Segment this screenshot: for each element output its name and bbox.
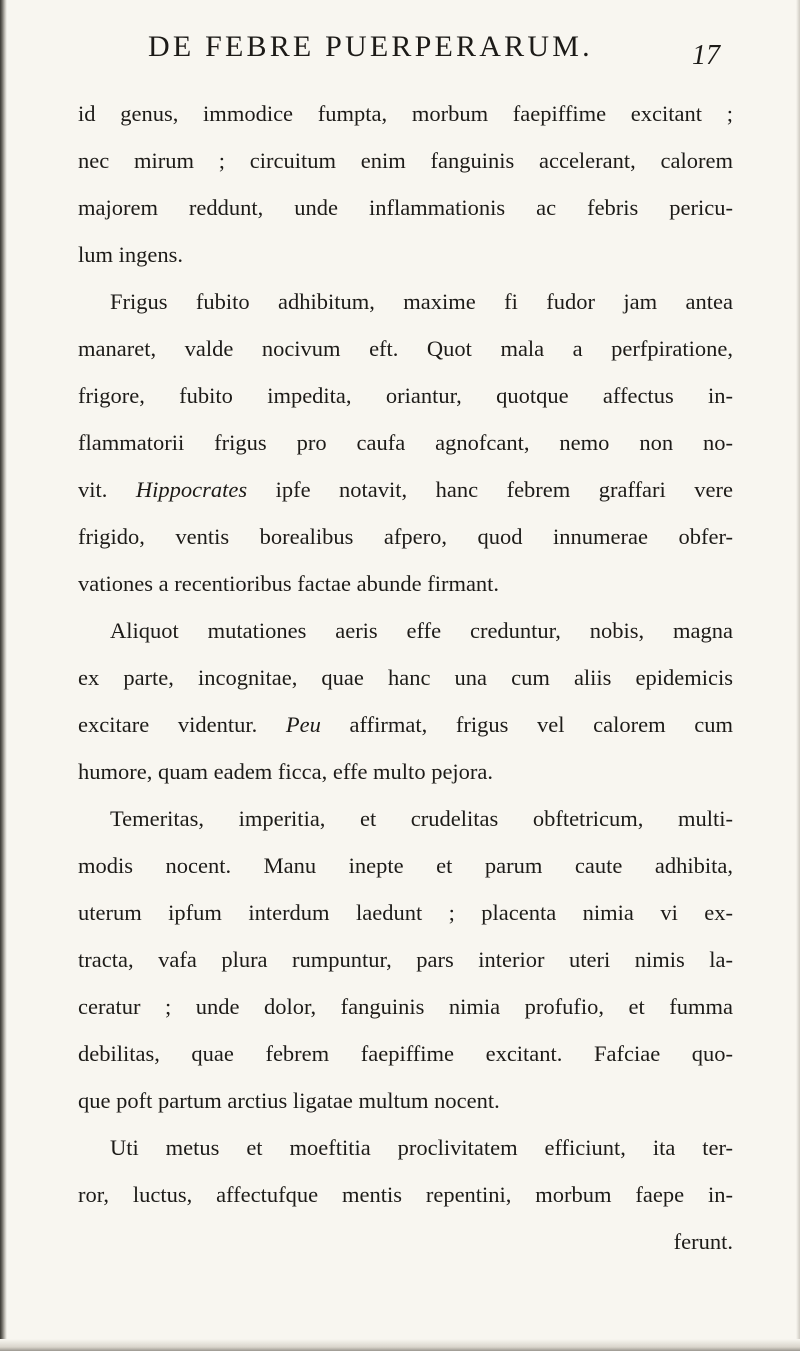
paragraph-start-line: Aliquot mutationes aeris effe creduntur, nobis, magna [110,618,733,643]
text-line: id genus, immodice fumpta, morbum faepiffime excitant ; [78,101,733,126]
text-line: ex parte, incognitae, quae hanc una cum aliis epidemicis [78,665,733,690]
text-line: lum ingens. [78,242,183,267]
body-text [78,90,733,1265]
text-line: humore, quam eadem ficca, effe multo pejora. [78,759,494,784]
text-line: flammatorii frigus pro caufa agnofcant, nemo non no- [78,430,733,455]
text-line: manaret, valde nocivum eft. Quot mala a perfpiratione, [78,336,733,361]
page-edge [796,0,800,1351]
text-line: uterum ipfum interdum laedunt ; placenta nimia vi ex- [78,900,733,925]
text-line: excitare videntur. Peu affirmat, frigus vel calorem cum [78,712,733,737]
text-line: tracta, vafa plura rumpuntur, pars interior uteri nimis la- [78,947,733,972]
text-line: modis nocent. Manu inepte et parum caute adhibita, [78,853,733,878]
author-name-italic: Peu [285,712,321,737]
paragraph-start-line: Temeritas, imperitia, et crudelitas obftetricum, multi- [110,806,733,831]
text-line: ror, luctus, affectufque mentis repentini, morbum faepe in- [78,1182,733,1207]
text-line: debilitas, quae febrem faepiffime excitant. Fafciae quo- [78,1041,733,1066]
paragraph-start-line: Frigus fubito adhibitum, maxime fi fudor jam antea [110,289,733,314]
catchword: ferunt. [673,1229,733,1254]
text-line: nec mirum ; circuitum enim fanguinis accelerant, calorem [78,148,733,173]
page-number: 17 [692,40,720,71]
text-line: vationes a recentioribus factae abunde firmant. [78,571,500,596]
text-line: que poft partum arctius ligatae multum nocent. [78,1088,500,1113]
text-line: ceratur ; unde dolor, fanguinis nimia profufio, et fumma [78,994,733,1019]
binding-edge [0,0,7,1351]
paragraph-start-line: Uti metus et moeftitia proclivitatem efficiunt, ita ter- [110,1135,733,1160]
page-bottom-edge [0,1339,800,1351]
running-title: DE FEBRE PUERPERARUM. [148,30,593,63]
text-line: vit. Hippocrates ipfe notavit, hanc febrem graffari vere [78,477,733,502]
text-line: frigido, ventis borealibus afpero, quod innumerae obfer- [78,524,733,549]
author-name-italic: Hippocrates [135,477,248,502]
text-line: majorem reddunt, unde inflammationis ac febris pericu- [78,195,733,220]
text-line: frigore, fubito impedita, oriantur, quotque affectus in- [78,383,733,408]
